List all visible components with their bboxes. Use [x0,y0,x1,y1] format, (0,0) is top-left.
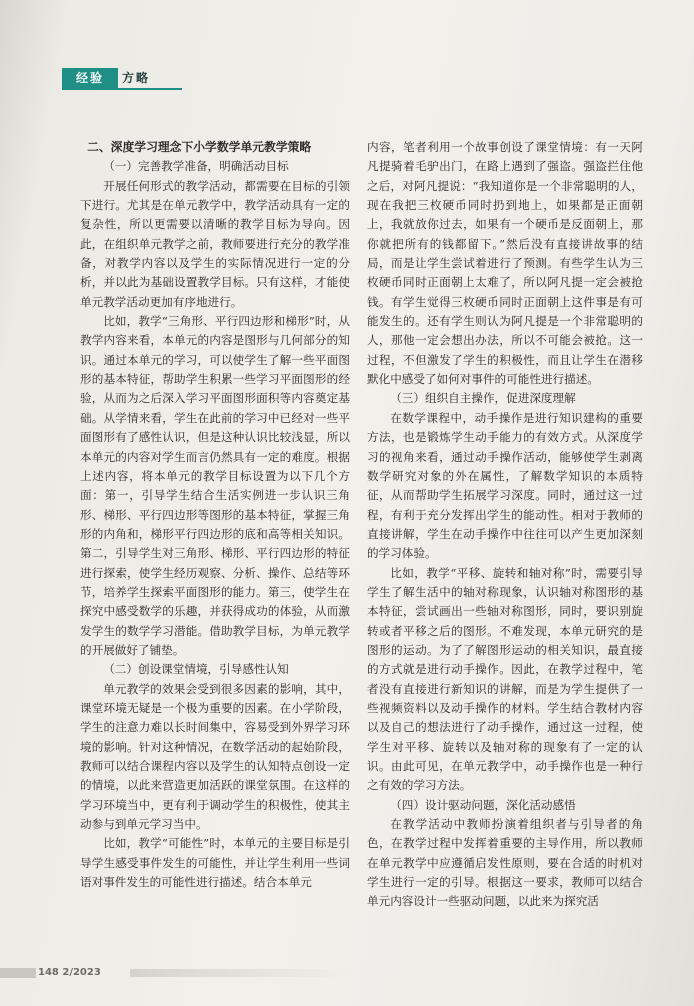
footer-bar [0,968,36,978]
subheading-1: （一）完善教学准备，明确活动目标 [103,159,289,174]
left-column [80,138,350,892]
page-footer [0,966,694,980]
subheading-4: （四）设计驱动问题，深化活动感悟 [390,797,576,812]
page-number: 148 2/2023 [38,967,101,978]
paragraph: 内容，笔者利用一个故事创设了课堂情境：有一天阿凡提骑着毛驴出门，在路上遇到了强盗。强盗拦住他之后，对阿凡提说：“我知道你是一个非常聪明的人，现在我把三枚硬币同时扔到地上，如果都是正面朝上，我就放你过去，如果有一个硬币是反面朝上，那你就把所有的钱都留下。”然后没有直接讲故事的结局，而是让学生尝试着进行了预测。有些学生认为三枚硬币同时正面朝上太难了，所以阿凡提一定会被抢钱。有学生觉得三枚硬币同时正面朝上这件事是有可能发生的。还有学生则认为阿凡提是一个非常聪明的人，那他一定会想出办法，所以不可能会被抢。这一过程，不但激发了学生的积极性，而且让学生在潜移默化中感受了如何对事件的可能性进行描述。 [367,140,643,387]
paragraph: 在教学活动中教师扮演着组织者与引导者的角色，在教学过程中发挥着重要的主导作用，所以教师在单元教学中应遵循启发性原则，要在合适的时机对学生进行一定的引导。根据这一要求，教师可以结合单元内容设计一些驱动问题，以此来为探究活 [367,817,643,909]
header-rule [62,88,182,90]
paragraph: 在数学课程中，动手操作是进行知识建构的重要方法，也是锻炼学生动手能力的有效方式。从深度学习的视角来看，通过动手操作活动，能够使学生剥离数学研究对象的外在属性，了解数学知识的本质特征，从而帮助学生拓展学习深度。同时，通过这一过程，有利于充分发挥出学生的能动性。相对于教师的直接讲解，学生在动手操作中往往可以产生更加深刻的学习体验。 [367,410,643,561]
paragraph: 开展任何形式的教学活动，都需要在目标的引领下进行。尤其是在单元教学中，教学活动具有一定的复杂性，所以更需要以清晰的教学目标为导向。因此，在组织单元教学之前，教师要进行充分的教学准备，对教学内容以及学生的实际情况进行一定的分析，并以此为基础设置教学目标。只有这样，才能使单元教学活动更加有序地进行。 [80,178,350,309]
right-column [367,138,643,912]
section-header [62,68,172,88]
subheading-3: （三）组织自主操作，促进深度理解 [390,391,576,406]
paragraph: 单元教学的效果会受到很多因素的影响，其中，课堂环境无疑是一个极为重要的因素。在小学阶段，学生的注意力难以长时间集中，容易受到外界学习环境的影响。针对这种情况，在数学活动的起始阶段，教师可以结合课程内容以及学生的认知特点创设一定的情境，以此来营造更加活跃的课堂氛围。在这样的学习环境当中，更有利于调动学生的积极性，使其主动参与到单元学习当中。 [80,681,350,832]
paragraph: 比如，教学“可能性”时，本单元的主要目标是引导学生感受事件发生的可能性，并让学生利用一些词语对事件发生的可能性进行描述。结合本单元 [80,836,350,890]
subheading-2: （二）创设课堂情境，引导感性认知 [103,662,289,677]
paragraph: 比如，教学“平移、旋转和轴对称”时，需要引导学生了解生活中的轴对称现象，认识轴对称图形的基本特征，尝试画出一些轴对称图形，同时，要识别旋转或者平移之后的图形。不难发现，本单元研究的是图形的运动。为了了解图形运动的相关知识，最直接的方式就是进行动手操作。因此，在教学过程中，笔者没有直接进行新知识的讲解，而是为学生提供了一些视频资料以及动手操作的材料。学生结合教材内容以及自己的想法进行了动手操作，通过这一过程，使学生对平移、旋转以及轴对称的现象有了一定的认识。由此可见，在单元教学中，动手操作也是一种行之有效的学习方法。 [367,565,643,793]
paragraph: 比如，教学“三角形、平行四边形和梯形”时，从教学内容来看，本单元的内容是图形与几何部分的知识。通过本单元的学习，可以使学生了解一些平面图形的基本特征，帮助学生积累一些学习平面图形的经验，从而为之后深入学习平面图形面积等内容奠定基础。从学情来看，学生在此前的学习中已经对一些平面图形有了感性认识，但是这种认识比较浅显，所以本单元的内容对学生而言仍然具有一定的难度。根据上述内容，将本单元的教学目标设置为以下几个方面：第一，引导学生结合生活实例进一步认识三角形、梯形、平行四边形等图形的基本特征，掌握三角形的内角和，梯形平行四边形的底和高等相关知识。第二，引导学生对三角形、梯形、平行四边形的特征进行探索，使学生经历观察、分析、操作、总结等环节，培养学生探索平面图形的能力。第三，使学生在探究中感受数学的乐趣，并获得成功的体验，从而激发学生的数学学习潜能。借助教学目标，为单元教学的开展做好了铺垫。 [80,314,350,657]
section-subtitle: 方略 [122,71,151,85]
section-heading: 二、深度学习理念下小学数学单元教学策略 [87,140,312,154]
footer-divider [130,969,350,977]
section-badge: 经验 [62,68,118,88]
